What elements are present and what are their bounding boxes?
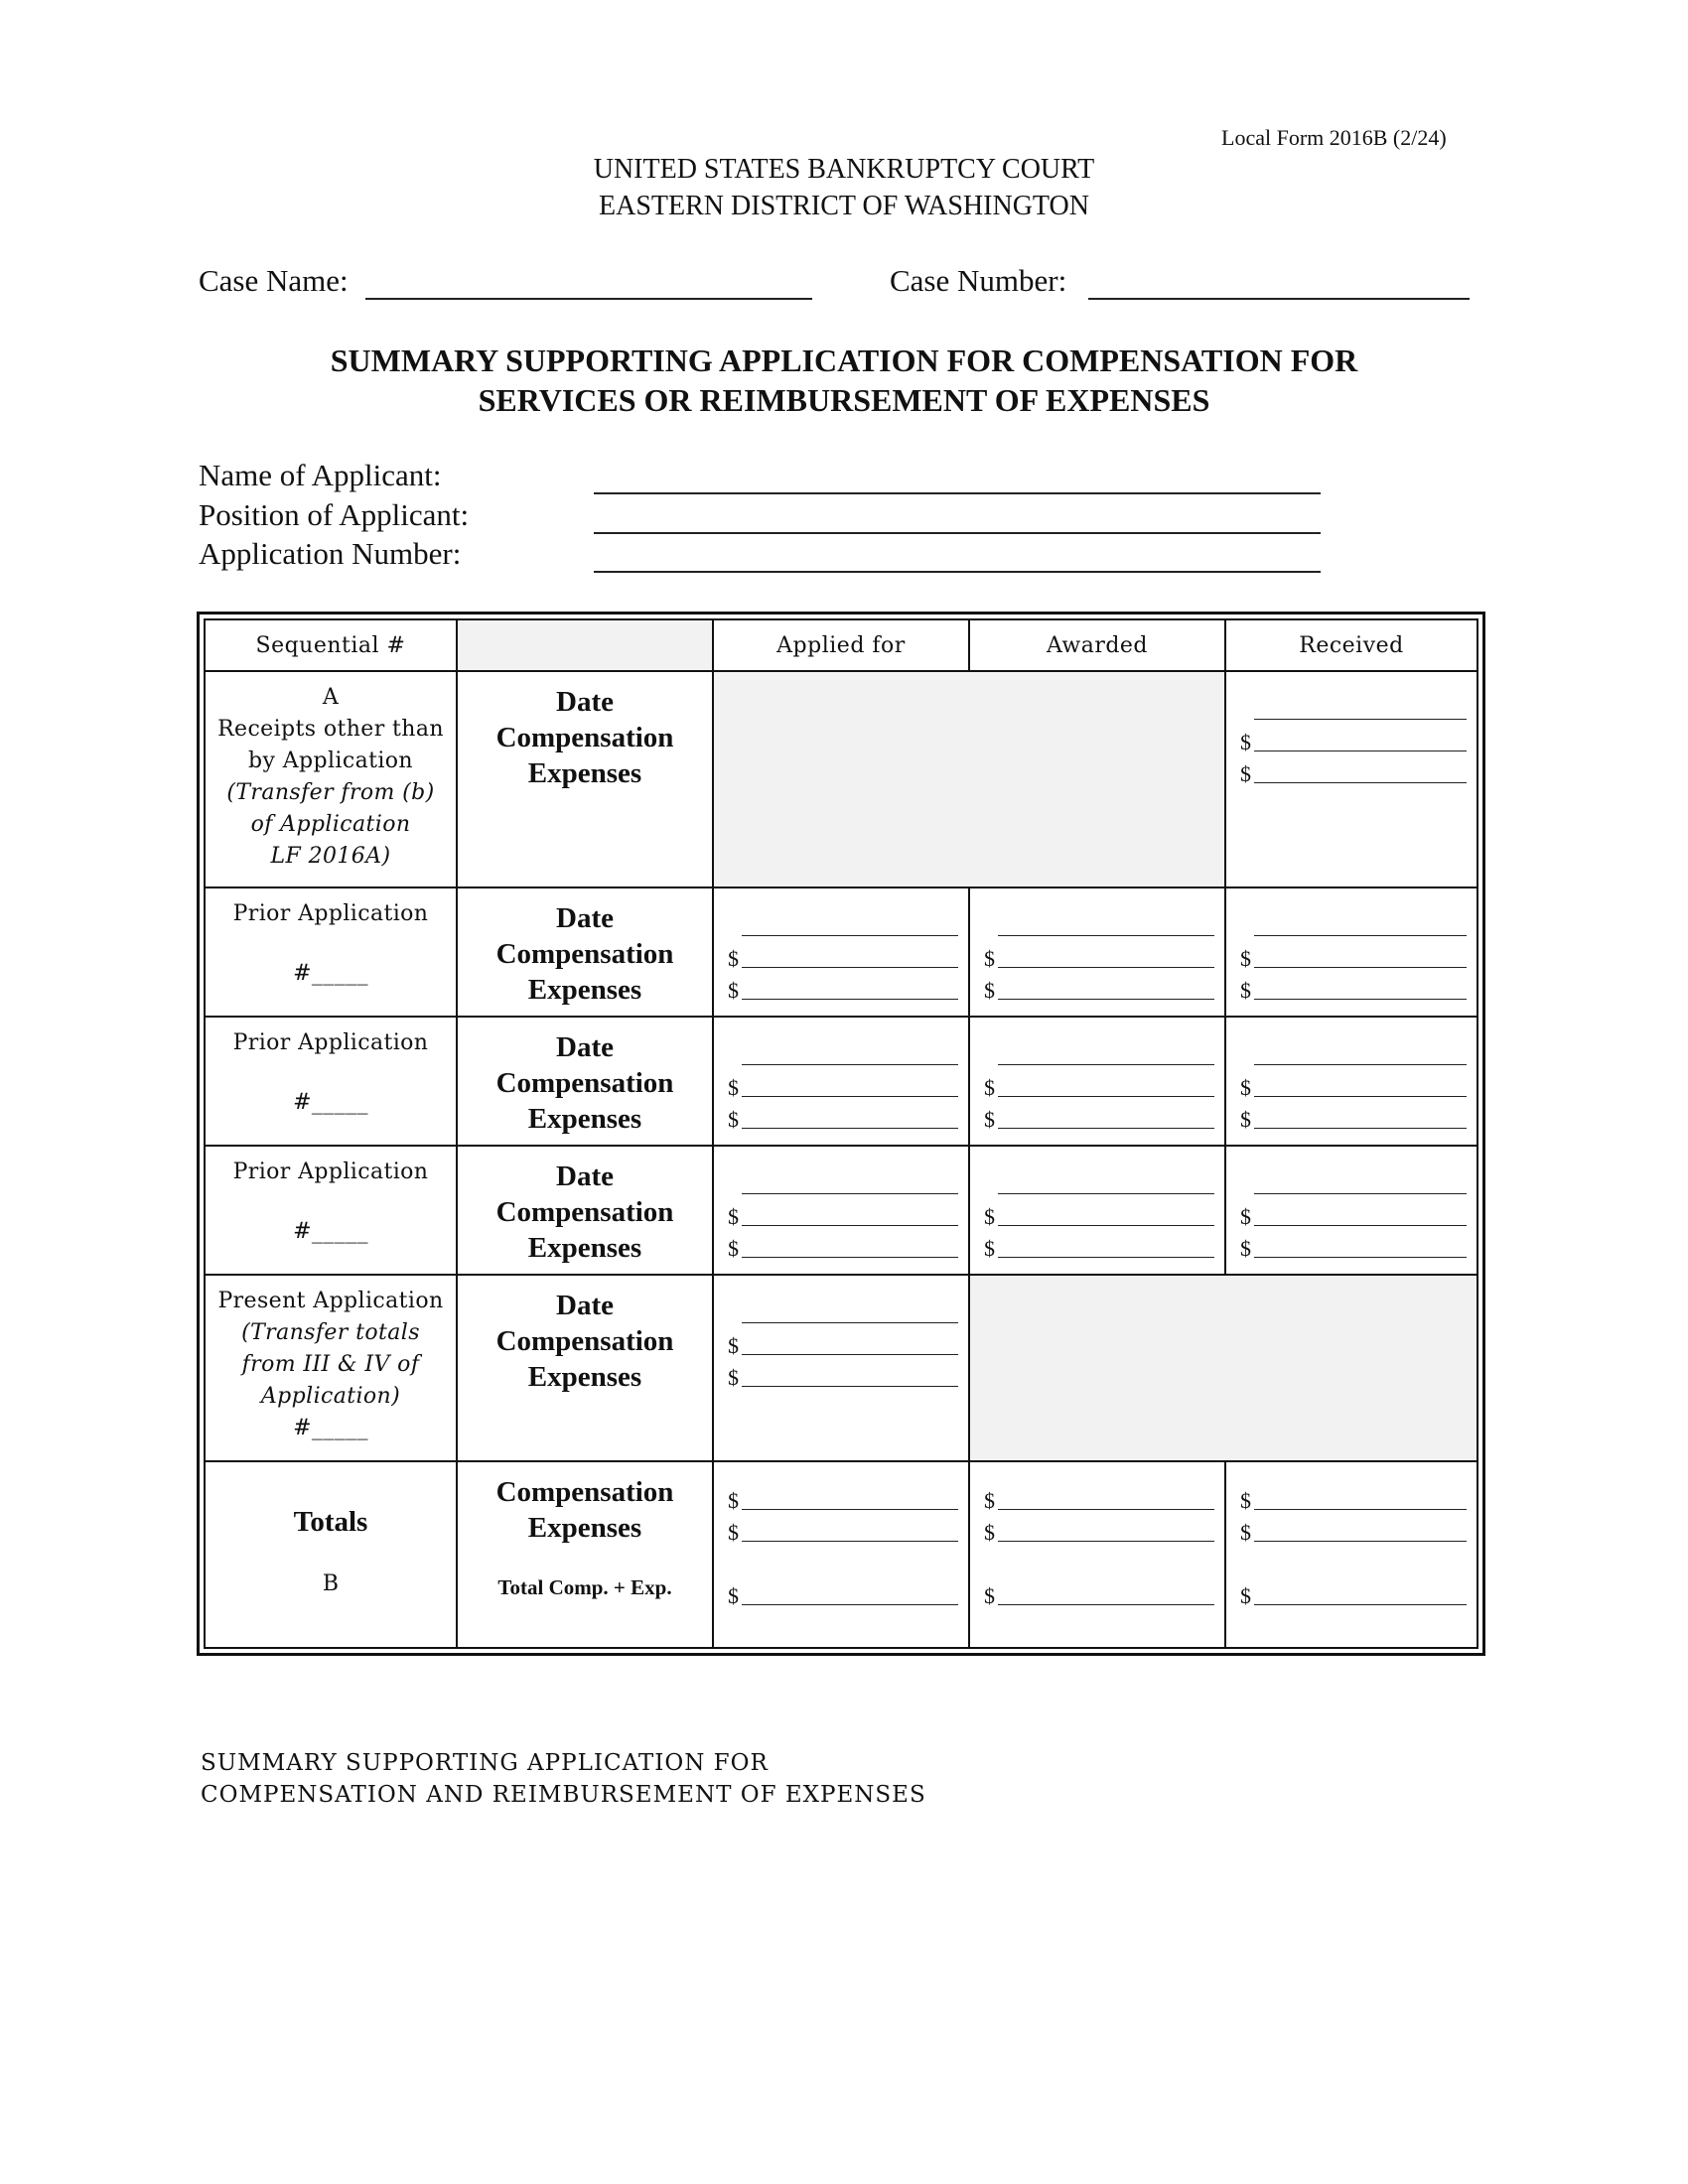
expenses-blank[interactable]: $ [1240,1230,1467,1262]
compensation-blank[interactable]: $ [984,1482,1214,1514]
expenses-blank[interactable]: $ [728,1230,958,1262]
form-identifier: Local Form 2016B (2/24) [1221,125,1447,150]
prior-application-2-awarded [968,1016,1226,1147]
totals-title: Totals [293,1506,368,1538]
court-name: UNITED STATES BANKRUPTCY COURT [593,154,1095,185]
totals-label [204,1460,458,1649]
compensation-blank[interactable]: $ [984,940,1214,972]
header-sequential: Sequential # [204,618,458,672]
totals-fields [456,1460,714,1649]
total-blank[interactable]: $ [1240,1577,1467,1609]
prior-application-number[interactable]: #_____ [293,1219,368,1244]
prior-application-2-received [1224,1016,1478,1147]
prior-application-label: Prior Application [232,1160,429,1184]
row-a-text: Receipts other than [217,717,444,742]
field-compensation-label: Compensation [495,938,674,970]
totals-awarded [968,1460,1226,1649]
header-received: Received [1224,618,1478,672]
present-application-note: Application) [260,1384,401,1409]
application-number-label: Application Number: [199,536,462,571]
date-blank[interactable] [1240,692,1467,724]
present-application-note: (Transfer totals [241,1320,420,1345]
row-a-note: LF 2016A) [270,844,391,869]
total-comp-exp-label: Total Comp. + Exp. [497,1575,672,1599]
field-expenses-label: Expenses [527,757,642,789]
row-a-label [204,670,458,888]
present-application-applied [712,1274,970,1462]
date-blank[interactable] [1240,1037,1467,1069]
field-compensation-label: Compensation [495,1196,674,1228]
prior-application-3-applied [712,1145,970,1276]
present-application-shaded [968,1274,1478,1462]
expenses-blank[interactable]: $ [728,1101,958,1133]
present-application-title: Present Application [217,1289,444,1313]
case-name-field[interactable] [365,268,812,300]
totals-applied [712,1460,970,1649]
case-name-label: Case Name: [199,263,349,298]
prior-application-1-applied [712,887,970,1018]
prior-application-number[interactable]: #_____ [293,961,368,986]
field-date-label: Date [556,686,614,718]
expenses-blank[interactable]: $ [984,1230,1214,1262]
page-footer [201,1747,926,1811]
compensation-blank[interactable]: $ [728,1482,958,1514]
total-blank[interactable]: $ [984,1577,1214,1609]
row-a-received [1224,670,1478,888]
prior-application-2-label [204,1016,458,1147]
compensation-blank[interactable]: $ [1240,940,1467,972]
prior-application-1-awarded [968,887,1226,1018]
compensation-blank[interactable]: $ [984,1069,1214,1101]
total-blank[interactable]: $ [728,1577,958,1609]
expenses-blank[interactable]: $ [984,1101,1214,1133]
field-expenses-label: Expenses [527,1103,642,1135]
date-blank[interactable] [1240,1166,1467,1198]
form-title [0,341,1688,420]
date-blank[interactable] [984,908,1214,940]
totals-received [1224,1460,1478,1649]
date-blank[interactable] [728,1166,958,1198]
row-a-letter: A [322,685,340,710]
prior-application-label: Prior Application [232,1030,429,1055]
compensation-blank[interactable]: $ [728,1069,958,1101]
compensation-blank[interactable]: $ [1240,724,1467,755]
applicant-position-label: Position of Applicant: [199,497,470,532]
field-date-label: Date [556,1160,614,1192]
present-application-label [204,1274,458,1462]
prior-application-3-label [204,1145,458,1276]
expenses-blank[interactable]: $ [984,972,1214,1004]
prior-application-2-fields [456,1016,714,1147]
prior-application-3-fields [456,1145,714,1276]
court-district: EASTERN DISTRICT OF WASHINGTON [599,191,1089,221]
date-blank[interactable] [728,1296,958,1327]
expenses-blank[interactable]: $ [1240,755,1467,787]
prior-application-label: Prior Application [232,901,429,926]
court-heading [0,151,1688,224]
expenses-blank[interactable]: $ [728,1359,958,1391]
compensation-blank[interactable]: $ [728,940,958,972]
form-title-line2: SERVICES OR REIMBURSEMENT OF EXPENSES [478,382,1210,418]
summary-table [197,612,1485,1656]
field-expenses-label: Expenses [527,974,642,1006]
field-compensation-label: Compensation [495,722,674,753]
prior-application-2-applied [712,1016,970,1147]
expenses-blank[interactable]: $ [1240,1514,1467,1546]
footer-line2: COMPENSATION AND REIMBURSEMENT OF EXPENSES [201,1782,926,1808]
row-a-text: by Application [248,749,413,773]
case-number-label: Case Number: [890,263,1067,298]
prior-application-3-received [1224,1145,1478,1276]
expenses-blank[interactable]: $ [1240,972,1467,1004]
prior-application-1-received [1224,887,1478,1018]
date-blank[interactable] [984,1166,1214,1198]
header-awarded: Awarded [968,618,1226,672]
compensation-blank[interactable]: $ [728,1327,958,1359]
present-application-note: from III & IV of [241,1352,420,1377]
compensation-blank[interactable]: $ [984,1198,1214,1230]
applicant-name-label: Name of Applicant: [199,458,442,492]
case-number-field[interactable] [1088,268,1470,300]
field-expenses-label: Expenses [527,1512,642,1544]
compensation-blank[interactable]: $ [1240,1069,1467,1101]
field-date-label: Date [556,1290,614,1321]
totals-letter: B [322,1571,340,1596]
field-date-label: Date [556,1031,614,1063]
date-blank[interactable] [728,908,958,940]
prior-application-number[interactable]: #_____ [293,1090,368,1115]
field-date-label: Date [556,902,614,934]
row-a-note: of Application [250,812,411,837]
prior-application-1-label [204,887,458,1018]
compensation-blank[interactable]: $ [1240,1482,1467,1514]
prior-application-3-awarded [968,1145,1226,1276]
expenses-blank[interactable]: $ [984,1514,1214,1546]
applicant-name-field[interactable] [594,463,1321,494]
field-compensation-label: Compensation [495,1476,674,1508]
row-a-fields [456,670,714,888]
expenses-blank[interactable]: $ [728,972,958,1004]
compensation-blank[interactable]: $ [1240,1198,1467,1230]
expenses-blank[interactable]: $ [1240,1101,1467,1133]
row-a-note: (Transfer from (b) [226,780,435,805]
field-compensation-label: Compensation [495,1067,674,1099]
date-blank[interactable] [728,1037,958,1069]
present-application-fields [456,1274,714,1462]
form-title-line1: SUMMARY SUPPORTING APPLICATION FOR COMPENSATION FOR [330,342,1358,378]
applicant-position-field[interactable] [594,502,1321,534]
header-blank [456,618,714,672]
date-blank[interactable] [984,1037,1214,1069]
field-expenses-label: Expenses [527,1232,642,1264]
field-compensation-label: Compensation [495,1325,674,1357]
present-application-number[interactable]: #_____ [293,1416,368,1440]
prior-application-1-fields [456,887,714,1018]
compensation-blank[interactable]: $ [728,1198,958,1230]
date-blank[interactable] [1240,908,1467,940]
expenses-blank[interactable]: $ [728,1514,958,1546]
header-applied: Applied for [712,618,970,672]
application-number-field[interactable] [594,541,1321,573]
row-a-shaded [712,670,1226,888]
footer-line1: SUMMARY SUPPORTING APPLICATION FOR [201,1750,769,1776]
field-expenses-label: Expenses [527,1361,642,1393]
